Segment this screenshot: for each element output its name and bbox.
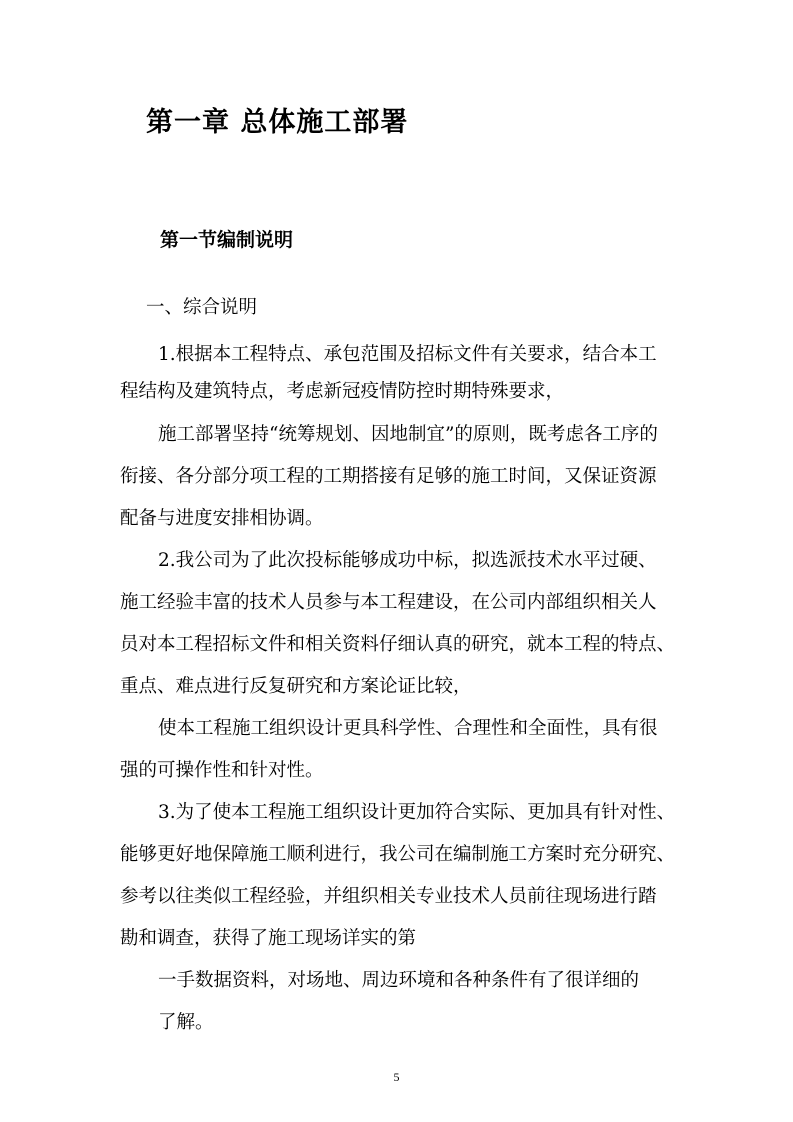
paragraph-line: 3.为了使本工程施工组织设计更加符合实际、更加具有针对性、 [158, 802, 676, 823]
paragraph-line: 2.我公司为了此次投标能够成功中标，拟选派技术水平过硬、 [158, 550, 657, 571]
paragraph-line: 一手数据资料，对场地、周边环境和各种条件有了很详细的 [158, 970, 640, 991]
paragraph-line: 1.根据本工程特点、承包范围及招标文件有关要求，结合本工 [158, 344, 657, 365]
paragraph-line: 勘和调查，获得了施工现场详实的第 [120, 928, 417, 949]
paragraph-line: 使本工程施工组织设计更具科学性、合理性和全面性，具有很 [158, 718, 658, 739]
paragraph-line: 衔接、各分部分项工程的工期搭接有足够的施工时间，又保证资源 [120, 466, 657, 487]
page-number: 5 [393, 1070, 400, 1084]
paragraph-line: 员对本工程招标文件和相关资料仔细认真的研究，就本工程的特点、 [120, 634, 676, 655]
paragraph-line: 了解。 [158, 1012, 214, 1033]
paragraph-line: 重点、难点进行反复研究和方案论证比较， [120, 676, 472, 697]
paragraph-line: 能够更好地保障施工顺利进行，我公司在编制施工方案时充分研究、 [120, 844, 676, 865]
paragraph-line: 强的可操作性和针对性。 [120, 760, 324, 781]
paragraph-line: 配备与进度安排相协调。 [120, 508, 324, 529]
subheading: 一、综合说明 [146, 297, 258, 318]
paragraph-line: 程结构及建筑特点，考虑新冠疫情防控时期特殊要求， [120, 381, 565, 402]
section-title: 第一节编制说明 [160, 229, 294, 251]
chapter-title: 第一章 总体施工部署 [146, 107, 409, 138]
paragraph-line: 参考以往类似工程经验，并组织相关专业技术人员前往现场进行踏 [120, 886, 657, 907]
paragraph-line: 施工经验丰富的技术人员参与本工程建设，在公司内部组织相关人 [120, 592, 657, 613]
paragraph-line: 施工部署坚持“统筹规划、因地制宜”的原则，既考虑各工序的 [158, 424, 658, 445]
